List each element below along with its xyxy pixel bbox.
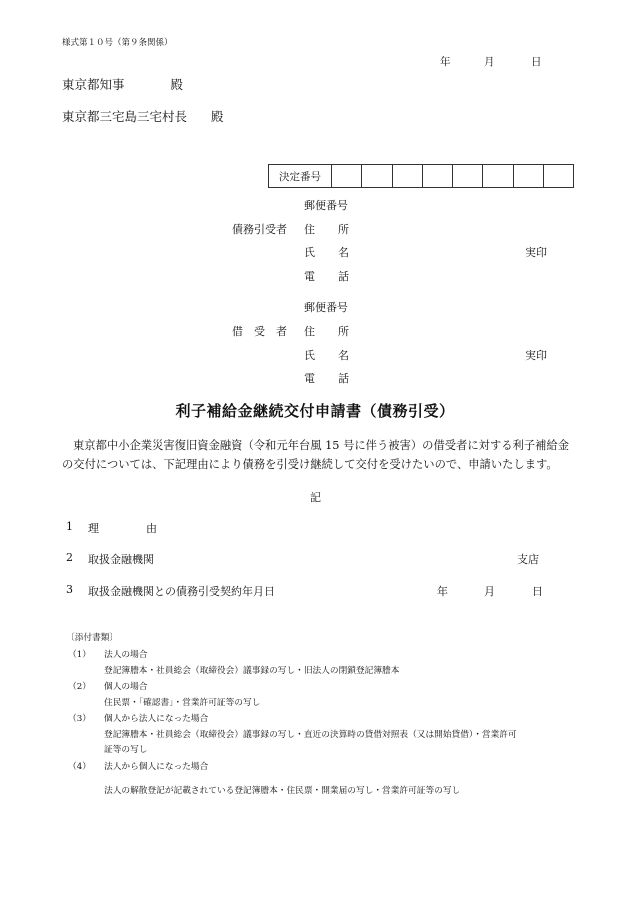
assignee-phone-label-b: 話	[338, 270, 349, 283]
item-3-day-label: 日	[532, 585, 543, 598]
attachment-2-detail: 住民票・「確認書」・営業許可証等の写し	[104, 698, 261, 708]
date-day-label: 日	[531, 56, 542, 68]
assignee-phone-label-a: 電	[304, 270, 315, 283]
attachment-3-detail-cont: 証等の写し	[104, 745, 148, 755]
assignee-role-label: 債務引受者	[232, 223, 287, 236]
item-3-label: 取扱金融機関との債務引受契約年月日	[88, 585, 275, 598]
addressee-name: 東京都三宅島三宅村長	[62, 109, 188, 124]
attachment-3-number: （3）	[68, 714, 91, 724]
decision-digit-cell[interactable]	[362, 165, 392, 188]
addressee-honorific: 殿	[170, 77, 184, 92]
item-2-label: 取扱金融機関	[88, 553, 154, 566]
date-month-label: 月	[484, 56, 495, 68]
attachment-2-number: （2）	[68, 682, 91, 692]
item-3-year-label: 年	[437, 585, 448, 598]
addressee-mayor	[62, 107, 224, 125]
attachment-1-number: （1）	[68, 650, 91, 660]
decision-digit-cell[interactable]	[483, 165, 513, 188]
attachment-1-detail: 登記簿謄本・社員総会（取締役会）議事録の写し・旧法人の閉鎖登記簿謄本	[104, 666, 400, 676]
addressee-name: 東京都知事	[62, 77, 125, 92]
application-body-text: 東京都中小企業災害復旧資金融資（令和元年台風 15 号に伴う被害）の借受者に対する利子補給金の交付については、下記理由により債務を引受け継続して交付を受けたいので、申請いたします。	[62, 439, 570, 471]
borrower-name-label-b: 名	[338, 349, 349, 362]
borrower-name-label-a: 氏	[304, 349, 315, 362]
attachment-4-detail: 法人の解散登記が記載されている登記簿謄本・住民票・開業届の写し・営業許可証等の写し	[104, 786, 461, 796]
addressee-honorific: 殿	[211, 109, 224, 124]
item-3-number: 3	[66, 583, 73, 596]
borrower-address-label-b: 所	[338, 325, 349, 338]
borrower-postal-label: 郵便番号	[304, 301, 348, 314]
decision-digit-cell[interactable]	[332, 165, 362, 188]
borrower-seal-label: 実印	[525, 349, 547, 362]
item-1-number: 1	[66, 520, 73, 533]
decision-number-table	[268, 164, 574, 188]
attachment-4-title: 法人から個人になった場合	[104, 762, 209, 772]
decision-digit-cell[interactable]	[392, 165, 422, 188]
document-title: 利子補給金継続交付申請書（債務引受）	[175, 402, 455, 420]
assignee-address-label-b: 所	[338, 223, 349, 236]
attachments-heading: 〔添付書類〕	[66, 633, 119, 643]
assignee-seal-label: 実印	[525, 246, 547, 259]
decision-digit-cell[interactable]	[543, 165, 573, 188]
borrower-address-label-a: 住	[304, 325, 315, 338]
decision-digit-cell[interactable]	[422, 165, 452, 188]
assignee-postal-label: 郵便番号	[304, 199, 348, 212]
date-year-label: 年	[440, 56, 451, 68]
item-3-month-label: 月	[484, 585, 495, 598]
attachment-3-title: 個人から法人になった場合	[104, 714, 209, 724]
attachment-1-title: 法人の場合	[104, 650, 148, 660]
attachment-3-detail: 登記簿謄本・社員総会（取締役会）議事録の写し・直近の決算時の貸借対照表（又は開始貸借）・営業許可	[104, 730, 517, 740]
addressee-governor	[62, 75, 183, 93]
borrower-role-label: 借 受 者	[232, 325, 287, 338]
decision-number-label: 決定番号	[269, 165, 332, 188]
item-1-label-a: 理	[88, 522, 99, 535]
item-1-label-b: 由	[146, 522, 157, 535]
decision-digit-cell[interactable]	[453, 165, 483, 188]
assignee-name-label-b: 名	[338, 246, 349, 259]
ki-heading: 記	[310, 491, 321, 504]
attachment-2-title: 個人の場合	[104, 682, 148, 692]
item-2-branch-suffix: 支店	[517, 553, 539, 566]
assignee-address-label-a: 住	[304, 223, 315, 236]
decision-digit-cell[interactable]	[513, 165, 543, 188]
borrower-phone-label-b: 話	[338, 372, 349, 385]
borrower-phone-label-a: 電	[304, 372, 315, 385]
item-2-number: 2	[66, 551, 73, 564]
form-number: 様式第１０号（第９条関係）	[62, 38, 173, 48]
attachment-4-number: （4）	[68, 762, 91, 772]
assignee-name-label-a: 氏	[304, 246, 315, 259]
